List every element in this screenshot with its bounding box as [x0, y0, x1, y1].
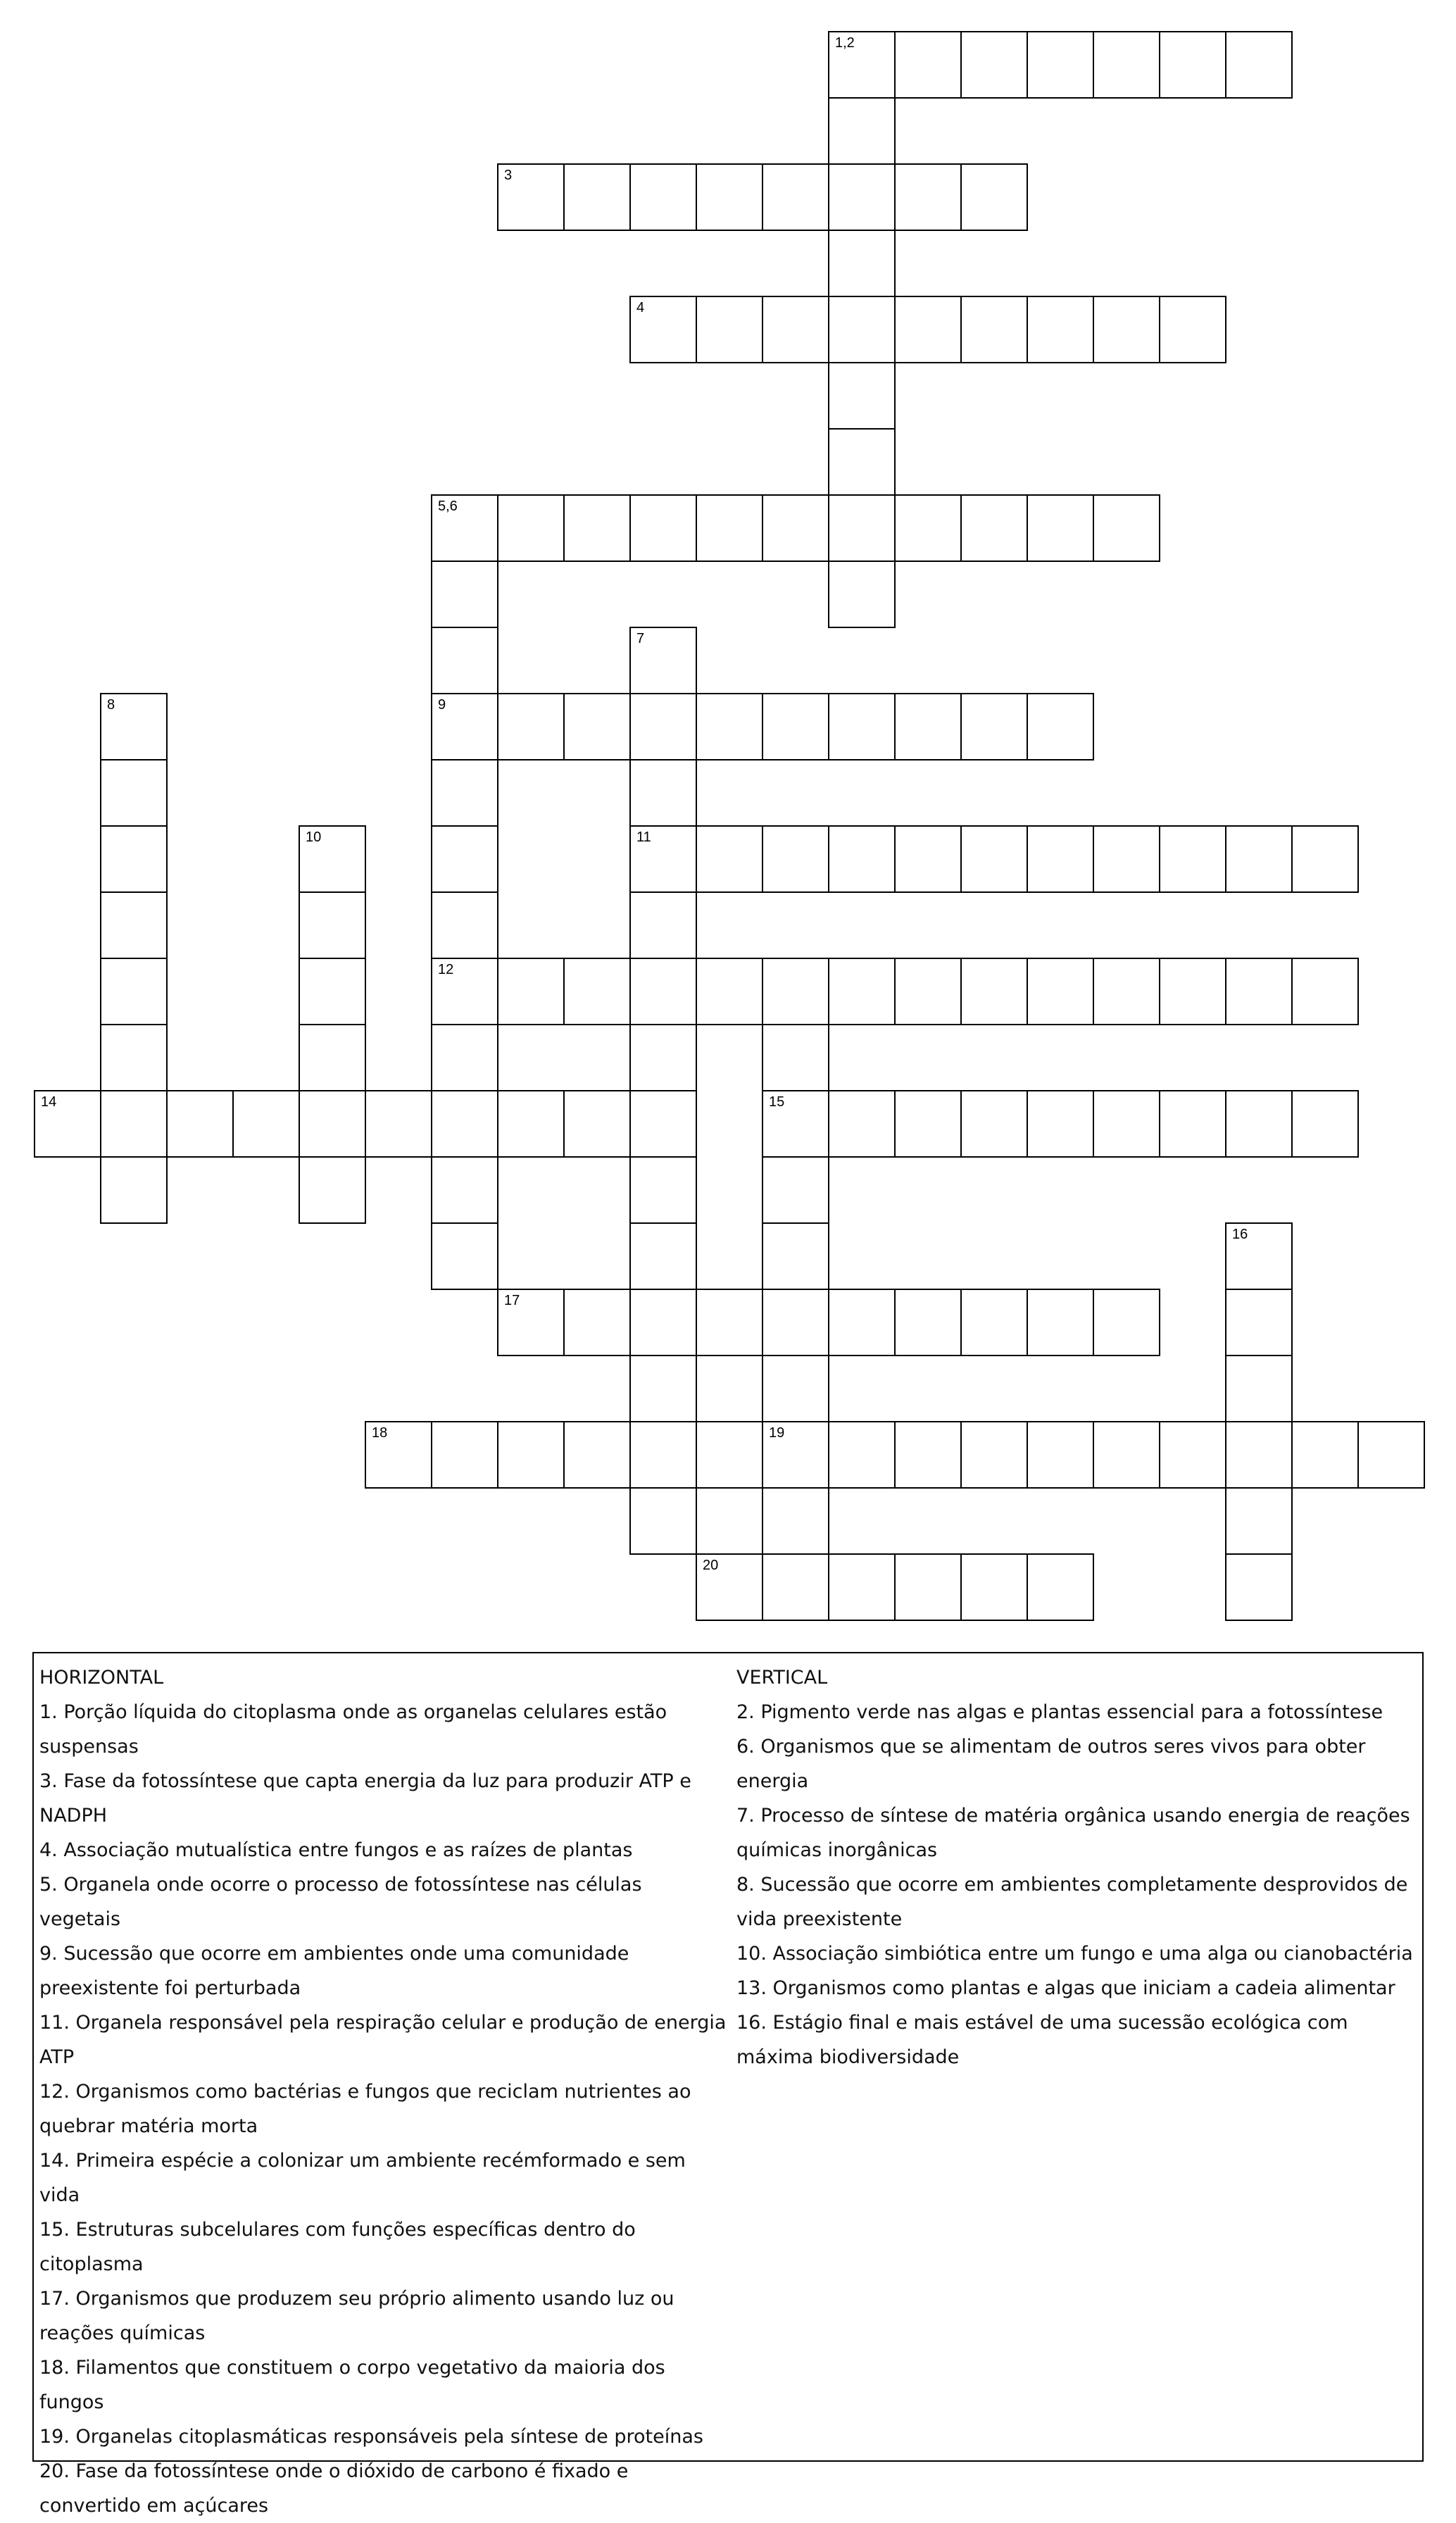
grid-cell[interactable]	[100, 825, 168, 893]
grid-cell[interactable]	[762, 163, 829, 231]
grid-cell[interactable]	[100, 1156, 168, 1224]
clue-number: 9	[438, 697, 446, 713]
grid-cell[interactable]	[828, 1090, 896, 1158]
clue-number: 11	[636, 829, 651, 845]
grid-cell[interactable]	[1159, 1421, 1226, 1489]
grid-cell[interactable]	[828, 494, 896, 562]
grid-cell[interactable]	[1225, 1222, 1293, 1290]
grid-cell[interactable]	[1027, 958, 1094, 1025]
grid-cell[interactable]	[497, 1289, 565, 1356]
grid-cell[interactable]	[1093, 825, 1160, 893]
grid-cell[interactable]	[563, 494, 631, 562]
grid-cell[interactable]	[960, 1090, 1028, 1158]
grid-cell[interactable]	[762, 1156, 829, 1224]
grid-cell[interactable]	[762, 1090, 829, 1158]
grid-cell[interactable]	[629, 1355, 697, 1422]
clue-horizontal-11: 11. Organela responsável pela respiração celular e produção de energia ATP	[39, 2012, 727, 2068]
grid-cell[interactable]	[1225, 1553, 1293, 1621]
grid-cell[interactable]	[299, 825, 366, 893]
grid-cell[interactable]	[100, 891, 168, 959]
grid-cell[interactable]	[563, 958, 631, 1025]
grid-cell[interactable]	[299, 891, 366, 959]
grid-cell[interactable]	[1291, 825, 1359, 893]
grid-cell[interactable]	[828, 1289, 896, 1356]
grid-cell[interactable]	[894, 958, 962, 1025]
grid-cell[interactable]	[299, 1024, 366, 1091]
grid-cell[interactable]	[100, 1090, 168, 1158]
grid-cell[interactable]	[894, 494, 962, 562]
grid-cell[interactable]	[894, 163, 962, 231]
grid-cell[interactable]	[894, 296, 962, 363]
grid-cell[interactable]	[299, 958, 366, 1025]
clue-horizontal-19: 19. Organelas citoplasmáticas responsáveis pela síntese de proteínas	[39, 2426, 703, 2448]
grid-cell[interactable]	[232, 1090, 300, 1158]
grid-cell[interactable]	[1027, 296, 1094, 363]
grid-cell[interactable]	[960, 494, 1028, 562]
grid-cell[interactable]	[1027, 494, 1094, 562]
grid-cell[interactable]	[1093, 958, 1160, 1025]
grid-cell[interactable]	[431, 958, 498, 1025]
grid-cell[interactable]	[960, 163, 1028, 231]
grid-cell[interactable]	[762, 1553, 829, 1621]
grid-cell[interactable]	[1225, 1487, 1293, 1555]
grid-cell[interactable]	[762, 1355, 829, 1422]
grid-cell[interactable]	[629, 1090, 697, 1158]
clue-number: 10	[306, 829, 322, 845]
grid-cell[interactable]	[762, 693, 829, 760]
clue-number: 16	[1232, 1227, 1248, 1242]
grid-cell[interactable]	[1225, 31, 1293, 99]
grid-cell[interactable]	[563, 163, 631, 231]
grid-cell[interactable]	[960, 825, 1028, 893]
grid-cell[interactable]	[629, 627, 697, 694]
grid-cell[interactable]	[828, 1421, 896, 1489]
grid-cell[interactable]	[629, 891, 697, 959]
clue-vertical-10: 10. Associação simbiótica entre um fungo e uma alga ou cianobactéria	[736, 1943, 1413, 1965]
clue-horizontal-9: 9. Sucessão que ocorre em ambientes onde uma comunidade preexistente foi perturbada	[39, 1943, 629, 1999]
grid-cell[interactable]	[696, 693, 763, 760]
grid-cell[interactable]	[100, 759, 168, 827]
grid-cell[interactable]	[894, 693, 962, 760]
grid-cell[interactable]	[762, 1487, 829, 1555]
clue-vertical-16: 16. Estágio final e mais estável de uma sucessão ecológica com máxima biodiversidade	[736, 2012, 1348, 2068]
grid-cell[interactable]	[629, 1156, 697, 1224]
grid-cell[interactable]	[894, 1421, 962, 1489]
grid-cell[interactable]	[629, 163, 697, 231]
grid-cell[interactable]	[563, 1289, 631, 1356]
clue-number: 17	[504, 1293, 520, 1308]
grid-cell[interactable]	[828, 561, 896, 628]
clue-number: 1,2	[835, 35, 855, 51]
grid-cell[interactable]	[431, 561, 498, 628]
grid-cell[interactable]	[34, 1090, 101, 1158]
grid-cell[interactable]	[828, 825, 896, 893]
grid-cell[interactable]	[960, 1553, 1028, 1621]
grid-cell[interactable]	[960, 296, 1028, 363]
clue-number: 20	[703, 1558, 719, 1573]
grid-cell[interactable]	[1225, 958, 1293, 1025]
grid-cell[interactable]	[762, 296, 829, 363]
clues-box	[32, 1652, 1424, 2517]
grid-cell[interactable]	[431, 693, 498, 760]
grid-cell[interactable]	[629, 825, 697, 893]
grid-cell[interactable]	[960, 1289, 1028, 1356]
grid-cell[interactable]	[828, 1553, 896, 1621]
grid-cell[interactable]	[629, 693, 697, 760]
grid-cell[interactable]	[629, 1024, 697, 1091]
clue-horizontal-20: 20. Fase da fotossíntese onde o dióxido de carbono é fixado e convertido em açúcares	[39, 2460, 629, 2517]
grid-cell[interactable]	[431, 1156, 498, 1224]
grid-cell[interactable]	[629, 759, 697, 827]
grid-cell[interactable]	[696, 163, 763, 231]
grid-cell[interactable]	[1093, 1289, 1160, 1356]
grid-cell[interactable]	[762, 1289, 829, 1356]
vertical-heading: VERTICAL	[736, 1667, 828, 1689]
grid-cell[interactable]	[894, 825, 962, 893]
grid-cell[interactable]	[1027, 31, 1094, 99]
grid-cell[interactable]	[894, 1553, 962, 1621]
clue-horizontal-14: 14. Primeira espécie a colonizar um ambiente recémformado e sem vida	[39, 2150, 686, 2206]
grid-cell[interactable]	[497, 958, 565, 1025]
grid-cell[interactable]	[696, 1289, 763, 1356]
grid-cell[interactable]	[696, 1553, 763, 1621]
grid-cell[interactable]	[1159, 31, 1226, 99]
grid-cell[interactable]	[431, 759, 498, 827]
clue-vertical-7: 7. Processo de síntese de matéria orgânica usando energia de reações químicas inorgânicas	[736, 1805, 1410, 1861]
grid-cell[interactable]	[1093, 296, 1160, 363]
clue-horizontal-5: 5. Organela onde ocorre o processo de fotossíntese nas células vegetais	[39, 1874, 642, 1930]
horizontal-clues-column	[39, 1660, 728, 2523]
grid-cell[interactable]	[365, 1090, 432, 1158]
grid-cell[interactable]	[1225, 1289, 1293, 1356]
grid-cell[interactable]	[629, 958, 697, 1025]
grid-cell[interactable]	[563, 1421, 631, 1489]
grid-cell[interactable]	[166, 1090, 234, 1158]
grid-cell[interactable]	[629, 494, 697, 562]
grid-cell[interactable]	[1027, 1421, 1094, 1489]
grid-cell[interactable]	[828, 296, 896, 363]
grid-cell[interactable]	[365, 1421, 432, 1489]
grid-cell[interactable]	[100, 1024, 168, 1091]
grid-cell[interactable]	[1093, 1421, 1160, 1489]
grid-cell[interactable]	[563, 693, 631, 760]
clue-vertical-2: 2. Pigmento verde nas algas e plantas essencial para a fotossíntese	[736, 1701, 1383, 1723]
grid-cell[interactable]	[1225, 1090, 1293, 1158]
clue-number: 8	[107, 697, 115, 713]
grid-cell[interactable]	[1357, 1421, 1425, 1489]
grid-cell[interactable]	[431, 494, 498, 562]
grid-cell[interactable]	[629, 1487, 697, 1555]
grid-cell[interactable]	[1291, 1421, 1359, 1489]
grid-cell[interactable]	[828, 428, 896, 496]
grid-cell[interactable]	[1291, 1090, 1359, 1158]
clue-number: 14	[41, 1094, 57, 1110]
grid-cell[interactable]	[299, 1090, 366, 1158]
clue-number: 4	[636, 300, 645, 315]
grid-cell[interactable]	[431, 1090, 498, 1158]
grid-cell[interactable]	[629, 1222, 697, 1290]
grid-cell[interactable]	[1159, 1090, 1226, 1158]
grid-cell[interactable]	[960, 1421, 1028, 1489]
grid-cell[interactable]	[1159, 296, 1226, 363]
clue-number: 5,6	[438, 499, 458, 514]
grid-cell[interactable]	[828, 31, 896, 99]
grid-cell[interactable]	[828, 362, 896, 430]
grid-cell[interactable]	[497, 163, 565, 231]
grid-cell[interactable]	[828, 97, 896, 165]
clue-horizontal-18: 18. Filamentos que constituem o corpo vegetativo da maioria dos fungos	[39, 2357, 665, 2413]
grid-cell[interactable]	[828, 163, 896, 231]
vertical-clues-column	[736, 1660, 1418, 2074]
grid-cell[interactable]	[762, 494, 829, 562]
grid-cell[interactable]	[1225, 825, 1293, 893]
grid-cell[interactable]	[1159, 825, 1226, 893]
grid-cell[interactable]	[894, 1090, 962, 1158]
grid-cell[interactable]	[1093, 31, 1160, 99]
grid-cell[interactable]	[1027, 825, 1094, 893]
grid-cell[interactable]	[1093, 1090, 1160, 1158]
clue-number: 3	[504, 168, 513, 183]
grid-cell[interactable]	[497, 1421, 565, 1489]
grid-cell[interactable]	[960, 958, 1028, 1025]
grid-cell[interactable]	[762, 1421, 829, 1489]
clue-horizontal-12: 12. Organismos como bactérias e fungos que reciclam nutrientes ao quebrar matéria morta	[39, 2081, 691, 2137]
grid-cell[interactable]	[762, 958, 829, 1025]
grid-cell[interactable]	[497, 494, 565, 562]
grid-cell[interactable]	[1027, 1289, 1094, 1356]
horizontal-heading: HORIZONTAL	[39, 1667, 164, 1689]
grid-cell[interactable]	[696, 296, 763, 363]
grid-cell[interactable]	[629, 1289, 697, 1356]
grid-cell[interactable]	[762, 1024, 829, 1091]
grid-cell[interactable]	[431, 891, 498, 959]
grid-cell[interactable]	[762, 1222, 829, 1290]
grid-cell[interactable]	[431, 1024, 498, 1091]
grid-cell[interactable]	[696, 494, 763, 562]
clue-vertical-8: 8. Sucessão que ocorre em ambientes completamente desprovidos de vida preexistente	[736, 1874, 1408, 1930]
grid-cell[interactable]	[431, 1421, 498, 1489]
clue-number: 12	[438, 962, 454, 977]
grid-cell[interactable]	[497, 693, 565, 760]
grid-cell[interactable]	[100, 958, 168, 1025]
grid-cell[interactable]	[299, 1156, 366, 1224]
clue-number: 19	[769, 1425, 785, 1441]
clue-vertical-6: 6. Organismos que se alimentam de outros seres vivos para obter energia	[736, 1736, 1366, 1792]
clue-number: 7	[636, 631, 645, 646]
clue-number: 18	[372, 1425, 388, 1441]
clue-horizontal-3: 3. Fase da fotossíntese que capta energia da luz para produzir ATP e NADPH	[39, 1770, 691, 1827]
grid-cell[interactable]	[696, 958, 763, 1025]
clue-number: 15	[769, 1094, 785, 1110]
grid-cell[interactable]	[431, 1222, 498, 1290]
grid-cell[interactable]	[100, 693, 168, 760]
grid-cell[interactable]	[431, 627, 498, 694]
clue-horizontal-1: 1. Porção líquida do citoplasma onde as organelas celulares estão suspensas	[39, 1701, 667, 1758]
grid-cell[interactable]	[828, 693, 896, 760]
clue-horizontal-15: 15. Estruturas subcelulares com funções específicas dentro do citoplasma	[39, 2219, 636, 2275]
grid-cell[interactable]	[1027, 1090, 1094, 1158]
grid-cell[interactable]	[497, 1090, 565, 1158]
grid-cell[interactable]	[828, 958, 896, 1025]
clue-horizontal-17: 17. Organismos que produzem seu próprio alimento usando luz ou reações químicas	[39, 2288, 674, 2344]
grid-cell[interactable]	[1093, 494, 1160, 562]
clue-horizontal-4: 4. Associação mutualística entre fungos e as raízes de plantas	[39, 1839, 633, 1861]
grid-cell[interactable]	[1225, 1355, 1293, 1422]
grid-cell[interactable]	[894, 31, 962, 99]
clue-vertical-13: 13. Organismos como plantas e algas que iniciam a cadeia alimentar	[736, 1977, 1395, 1999]
grid-cell[interactable]	[1225, 1421, 1293, 1489]
grid-cell[interactable]	[696, 825, 763, 893]
grid-cell[interactable]	[629, 1421, 697, 1489]
grid-cell[interactable]	[629, 296, 697, 363]
grid-cell[interactable]	[696, 1421, 763, 1489]
grid-cell[interactable]	[1027, 1553, 1094, 1621]
grid-cell[interactable]	[563, 1090, 631, 1158]
grid-cell[interactable]	[762, 825, 829, 893]
grid-cell[interactable]	[960, 693, 1028, 760]
grid-cell[interactable]	[960, 31, 1028, 99]
grid-cell[interactable]	[828, 230, 896, 297]
grid-cell[interactable]	[1291, 958, 1359, 1025]
grid-cell[interactable]	[894, 1289, 962, 1356]
grid-cell[interactable]	[1027, 693, 1094, 760]
grid-cell[interactable]	[1159, 958, 1226, 1025]
grid-cell[interactable]	[431, 825, 498, 893]
